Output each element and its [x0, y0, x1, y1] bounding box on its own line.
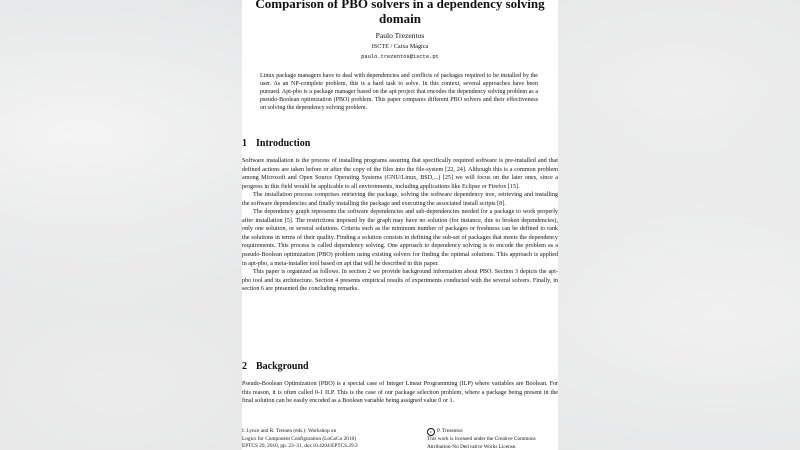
- footer-line: This work is licensed under the Creative Commons: [427, 436, 536, 442]
- page-footer: [242, 428, 558, 450]
- footer-line: I. Lynce and R. Treinen (eds.): Workshop on: [242, 428, 337, 434]
- footer-line: Logics for Component Configuration (LoCoCo 2010): [242, 435, 357, 442]
- paper-title: Comparison of PBO solvers in a dependency solving domain: [255, 0, 545, 26]
- footer-license: [427, 428, 558, 450]
- section-number: 1: [242, 138, 247, 149]
- copyright-icon: c: [427, 428, 435, 436]
- footer-line: EPTCS 29, 2010, pp. 23–31, doi:10.4204/EPTCS.29.3: [242, 443, 358, 450]
- author-affiliation: ISCTE / Caixa Mágica: [371, 43, 429, 50]
- author-name: Paulo Trezentos: [375, 31, 425, 40]
- paragraph: Pseudo-Boolean Optimization (PBO) is a special case of Integer Linear Programming (ILP) where variables are Boolean. For this reason, it is often called 0-1 ILP. This is the case of our package selection problem, where a package being present in the final solution can be easily encoded as a Boolean variable being assigned value 0 or 1.: [242, 381, 558, 405]
- copyright-holder: P. Trezentos: [437, 428, 463, 434]
- paragraph: Software installation is the process of installing programs assuring that specifically required software is pre-installed and that defined actions are taken before or after the copy of the files into the file-system [22, 24]. Although this is a common problem among Microsoft and Open Source Operating Systems (GNU/Linux, BSD,...) [25] we will focus on the later ones, since a progress in this field would be applicable to all environments, including applications like Eclipse or Firefox [15].: [242, 158, 558, 190]
- author-email: paulo.trezentos@iscte.pt: [361, 54, 439, 60]
- section-title: Background: [256, 361, 309, 372]
- section-heading-introduction: [242, 138, 310, 150]
- footer-line: Attribution-No Derivative Works License.: [427, 443, 517, 450]
- section-number: 2: [242, 361, 247, 372]
- background-body: [242, 380, 558, 406]
- paragraph: This paper is organized as follows. In section 2 we provide background information about PBO. Section 3 depicts the apt-pbo tool and its architecture. Section 4 presents empirical results of experiments conducted with the several solvers. Finally, in section 6 are presented the concluding remarks.: [242, 269, 558, 293]
- section-heading-background: [242, 361, 309, 373]
- footer-citation: [242, 428, 392, 450]
- document-page: [242, 0, 558, 450]
- footer-line: [427, 428, 558, 436]
- section-title: Introduction: [256, 138, 311, 149]
- paragraph: The installation process comprises retrieving the package, solving the software dependency tree, retrieving and installing the software dependencies and finally installing the package and executing the associated install scripts [8].: [242, 192, 558, 207]
- abstract: Linux package managers have to deal with dependencies and conflicts of packages required to be installed by the user. As an NP-complete problem, this is a hard task to solve. In this context, several approaches have been pursued. Apt-pbo is a package manager based on the apt project that encodes the dependency solving problem as a pseudo-Boolean optimization (PBO) problem. This paper compares different PBO solvers and their effectiveness on solving the dependency solving problem.: [260, 73, 538, 112]
- paragraph: The dependency graph represents the software dependencies and sub-dependencies needed for a package to work properly after installation [5]. The restrictions imposed by the graph may have no solution (for instance, due to broken dependencies), only one solution, or several solutions. Criteria such as the minimum number of packages or freshness can be defined to rank the solutions in terms of their quality. Finding a solution consists in defining the sub-set of packages that meets the dependency requirements. This process is called dependency solving. One approach to dependency solving is to encode the problem as a pseudo-Boolean optimization (PBO) problem using existing solvers for finding the optimal solutions. This approach is applied in apt-pbo, a meta-installer tool based on apt that will be described in this paper.: [242, 209, 558, 267]
- introduction-body: [242, 157, 558, 294]
